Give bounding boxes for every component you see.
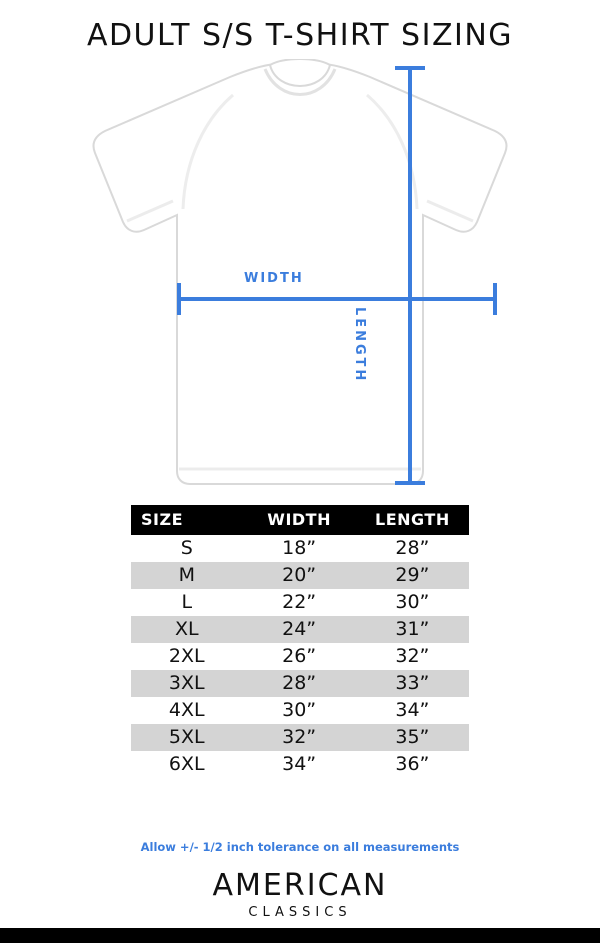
cell-size: 5XL <box>131 724 243 751</box>
cell-length: 29” <box>356 562 469 589</box>
cell-width: 22” <box>243 589 356 616</box>
cell-width: 30” <box>243 697 356 724</box>
cell-length: 30” <box>356 589 469 616</box>
footer-bar <box>0 928 600 943</box>
cell-width: 26” <box>243 643 356 670</box>
cell-width: 28” <box>243 670 356 697</box>
table-row <box>131 616 469 643</box>
cell-width: 18” <box>243 535 356 562</box>
tolerance-note: Allow +/- 1/2 inch tolerance on all measurements <box>140 840 460 854</box>
table-row <box>131 724 469 751</box>
cell-size: XL <box>131 616 243 643</box>
size-table <box>131 505 469 778</box>
cell-width: 20” <box>243 562 356 589</box>
cell-length: 32” <box>356 643 469 670</box>
cell-width: 34” <box>243 751 356 778</box>
table-header-length: LENGTH <box>356 505 469 535</box>
table-row <box>131 589 469 616</box>
page-title: ADULT S/S T-SHIRT SIZING <box>86 18 514 53</box>
cell-size: S <box>131 535 243 562</box>
cell-size: L <box>131 589 243 616</box>
cell-size: 2XL <box>131 643 243 670</box>
length-label: LENGTH <box>352 307 367 384</box>
cell-length: 36” <box>356 751 469 778</box>
brand-logo <box>0 868 600 920</box>
cell-length: 34” <box>356 697 469 724</box>
brand-tagline: CLASSICS <box>248 905 352 920</box>
table-row <box>131 751 469 778</box>
brand-name: AMERICAN <box>212 868 388 903</box>
tshirt-diagram <box>0 59 600 489</box>
cell-width: 24” <box>243 616 356 643</box>
cell-size: M <box>131 562 243 589</box>
table-header-width: WIDTH <box>243 505 356 535</box>
table-row <box>131 670 469 697</box>
table-row <box>131 643 469 670</box>
table-row <box>131 697 469 724</box>
cell-width: 32” <box>243 724 356 751</box>
table-row <box>131 535 469 562</box>
cell-size: 6XL <box>131 751 243 778</box>
cell-length: 35” <box>356 724 469 751</box>
cell-size: 3XL <box>131 670 243 697</box>
width-label: WIDTH <box>244 271 304 286</box>
size-table-container <box>131 505 469 778</box>
cell-length: 31” <box>356 616 469 643</box>
cell-length: 33” <box>356 670 469 697</box>
table-header-size: SIZE <box>131 505 243 535</box>
table-header-row <box>131 505 469 535</box>
table-row <box>131 562 469 589</box>
cell-size: 4XL <box>131 697 243 724</box>
cell-length: 28” <box>356 535 469 562</box>
